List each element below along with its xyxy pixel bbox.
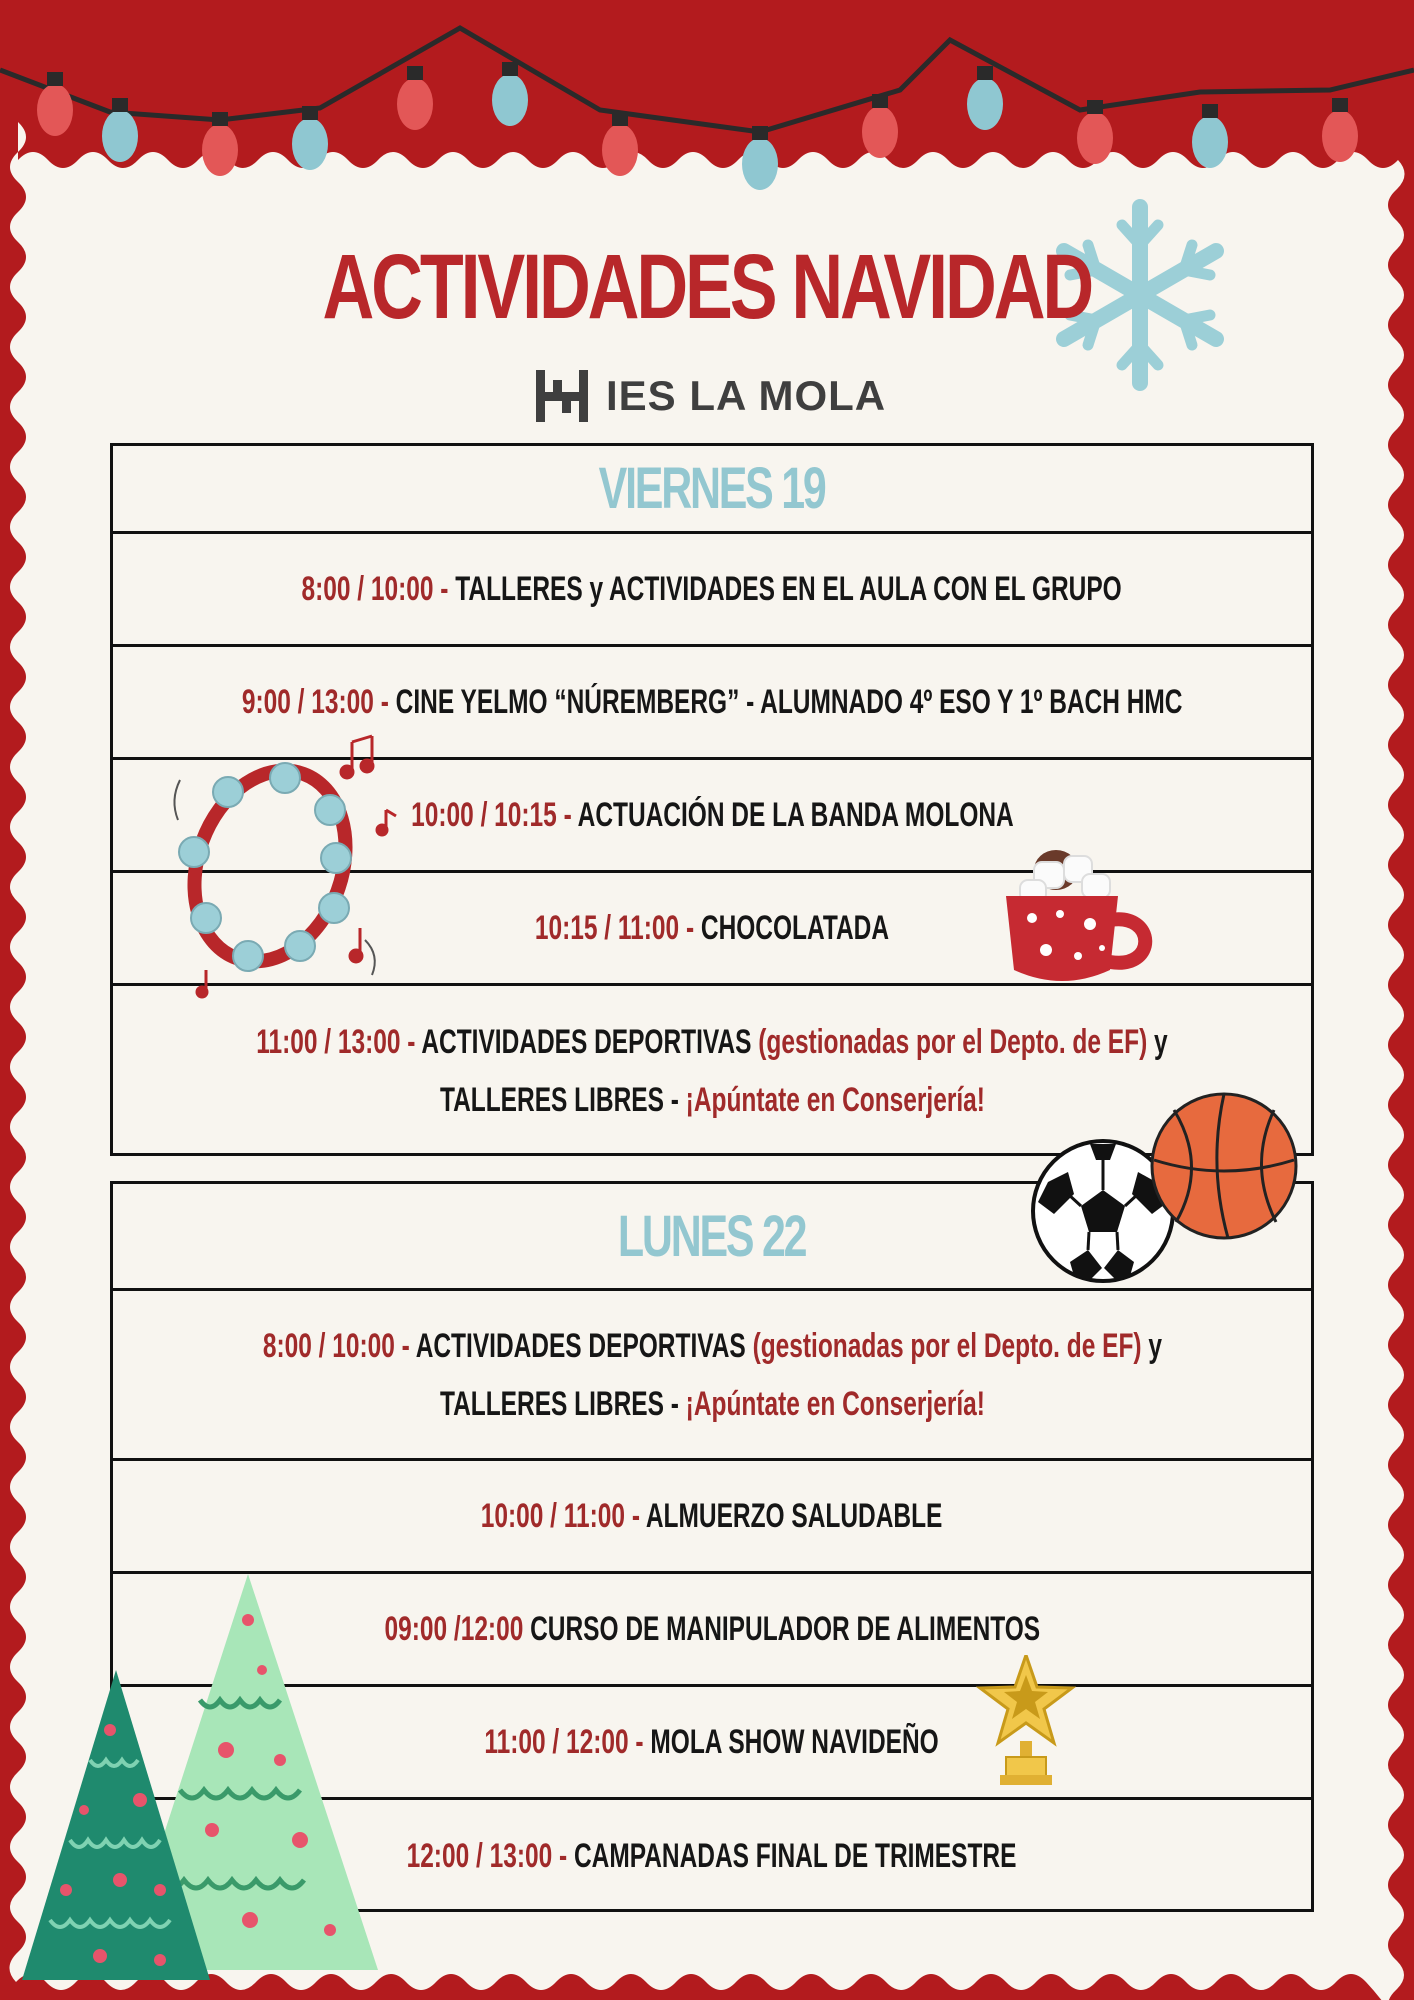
day-title: LUNES 22 [618, 1203, 806, 1269]
school-logo [536, 370, 886, 422]
light-bulb [37, 84, 73, 136]
light-bulb [397, 78, 433, 130]
light-bulb [1077, 112, 1113, 164]
music-note-icon [330, 730, 430, 850]
day-header [113, 446, 1311, 534]
schedule-row: 10:00 / 10:15 - ACTUACIÓN DE LA BANDA MOLONA [113, 760, 1311, 873]
light-bulb-cap [112, 98, 128, 112]
light-bulb-cap [407, 66, 423, 80]
activity: CHOCOLATADA [700, 909, 890, 947]
day-title: VIERNES 19 [599, 456, 825, 521]
activity: ACTIVIDADES DEPORTIVAS [421, 1023, 759, 1061]
trophy-icon [976, 1655, 1076, 1795]
activity: ACTIVIDADES DEPORTIVAS [415, 1326, 753, 1365]
light-bulb-cap [502, 62, 518, 76]
light-bulb [602, 124, 638, 176]
light-bulb-cap [612, 112, 628, 126]
ies-logo-icon [536, 370, 588, 422]
school-name: IES LA MOLA [606, 372, 887, 419]
light-bulb-cap [1087, 100, 1103, 114]
time-range: 12:00 / 13:00 [407, 1837, 553, 1875]
activity: CAMPANADAS FINAL DE TRIMESTRE [574, 1837, 1017, 1875]
schedule-row: 10:00 / 11:00 - ALMUERZO SALUDABLE [113, 1461, 1311, 1574]
time-range: 09:00 /12:00 [384, 1610, 523, 1648]
light-bulb-cap [1202, 104, 1218, 118]
activity: ACTUACIÓN DE LA BANDA MOLONA [577, 796, 1014, 834]
light-bulb [967, 78, 1003, 130]
activity: ALMUERZO SALUDABLE [646, 1497, 943, 1535]
activity: MOLA SHOW NAVIDEÑO [650, 1723, 940, 1761]
poster-title: ACTIVIDADES NAVIDAD [322, 236, 1092, 338]
time-range: 8:00 / 10:00 [301, 570, 434, 608]
light-bulb-cap [977, 66, 993, 80]
hot-chocolate-icon [998, 820, 1168, 990]
schedule-row: 8:00 / 10:00 - TALLERES y ACTIVIDADES EN EL AULA CON EL GRUPO [113, 534, 1311, 647]
activity-note: (gestionadas por el Depto. de EF) [758, 1023, 1148, 1061]
light-bulb-cap [212, 112, 228, 126]
time-range: 11:00 / 13:00 [256, 1023, 401, 1061]
schedule-row: 11:00 / 13:00 - ACTIVIDADES DEPORTIVAS (gestionadas por el Depto. de EF) y TALLERES LIBRES - ¡Apúntate en Conserjería! [256, 1023, 1168, 1119]
light-bulb-cap [47, 72, 63, 86]
activity: CURSO DE MANIPULADOR DE ALIMENTOS [529, 1610, 1040, 1648]
schedule-row: 10:15 / 11:00 - CHOCOLATADA [113, 873, 1311, 986]
activity: TALLERES LIBRES [439, 1384, 664, 1423]
signup-note: ¡Apúntate en Conserjería! [685, 1081, 985, 1119]
basketball-icon [1148, 1090, 1300, 1242]
light-bulb [202, 124, 238, 176]
christmas-tree-icon [0, 1560, 380, 2000]
activity-note: (gestionadas por el Depto. de EF) [752, 1326, 1142, 1365]
light-bulb [1322, 110, 1358, 162]
light-bulb [742, 138, 778, 190]
light-bulb [292, 118, 328, 170]
activity: TALLERES y ACTIVIDADES EN EL AULA CON EL GRUPO [455, 570, 1123, 608]
string-lights [0, 0, 1414, 200]
schedule-row: 8:00 / 10:00 - ACTIVIDADES DEPORTIVAS (gestionadas por el Depto. de EF) y TALLERES LIBRES - ¡Apúntate en Conserjería! [113, 1291, 1311, 1461]
schedule-row: 12:00 / 13:00 - CAMPANADAS FINAL DE TRIMESTRE [407, 1837, 1017, 1875]
light-bulb [492, 74, 528, 126]
light-bulb [102, 110, 138, 162]
time-range: 8:00 / 10:00 [262, 1326, 395, 1365]
time-range: 10:00 / 10:15 [410, 796, 557, 834]
light-bulb-cap [302, 106, 318, 120]
music-note-icon [190, 920, 390, 1010]
activity: CINE YELMO “NÚREMBERG” - ALUMNADO 4º ESO Y 1º BACH HMC [395, 683, 1183, 721]
time-range: 10:15 / 11:00 [534, 909, 680, 947]
time-range: 10:00 / 11:00 [481, 1497, 626, 1535]
schedule-row: 9:00 / 13:00 - CINE YELMO “NÚREMBERG” - ALUMNADO 4º ESO Y 1º BACH HMC [113, 647, 1311, 760]
activity: TALLERES LIBRES [439, 1081, 664, 1119]
light-bulb-cap [872, 94, 888, 108]
time-range: 11:00 / 12:00 [484, 1723, 630, 1761]
signup-note: ¡Apúntate en Conserjería! [685, 1384, 985, 1423]
time-range: 9:00 / 13:00 [241, 683, 374, 721]
light-bulb [1192, 116, 1228, 168]
light-bulb-cap [752, 126, 768, 140]
light-bulb-cap [1332, 98, 1348, 112]
light-bulb [862, 106, 898, 158]
schedule-row: 11:00 / 12:00 - MOLA SHOW NAVIDEÑO [113, 1687, 1311, 1800]
